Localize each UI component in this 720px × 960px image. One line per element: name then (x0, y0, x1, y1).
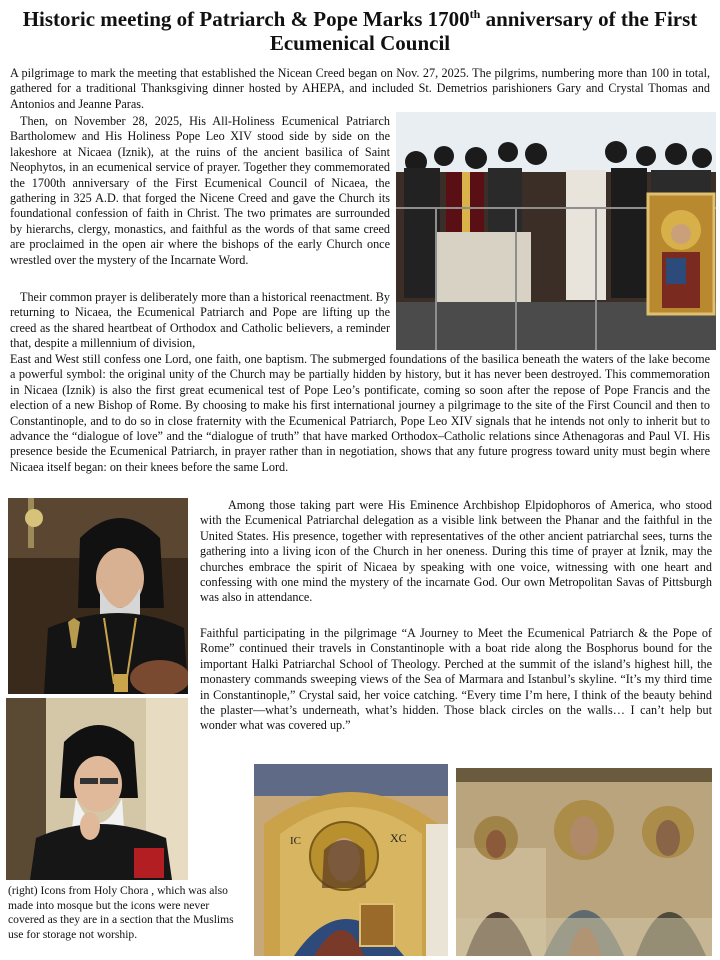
article-title (0, 2, 720, 55)
title-text: Historic meeting of Patriarch & Pope Marks 1700 (22, 7, 470, 31)
deesis-mosaic-photo (456, 768, 712, 956)
title-text-suffix: anniversary of the First (480, 7, 698, 31)
mosaic-letters-left: IC (290, 835, 301, 847)
paragraph-halki-chora: Faithful participating in the pilgrimage “A Journey to Meet the Ecumenical Patriarch & the Pope of Rome” continued their travels in Constantinople with a boat ride along the Bosphorus bound for the important Halki Patriarchal School of Theology. Perched at the summit of the island’s highest hill, the monastery commands sweeping views of the Sea of Marmara and Istanbul’s skyline. “It’s my third time in Constantinople,” Crystal said, her voice catching. “Every time I’m here, I think of the beauty behind the plaster—what’s underneath, what’s hidden. Those black circles on the walls… I can’t help but wonder what was covered up.” (200, 626, 712, 733)
title-line2: Ecumenical Council (269, 31, 451, 55)
deesis-image (456, 768, 712, 956)
paragraph-nicaea-meeting: Then, on November 28, 2025, His All-Holiness Ecumenical Patriarch Bartholomew and His Holiness Pope Leo XIV stood side by side on the lakeshore at Nicaea (Iznik), at the ruins of the ancient basilica of Saint Neophytos, in an ecumenical service of prayer. Together they commemorated the 1700th anniversary of the First Ecumenical Council of Nicaea, the gathering in 325 A.D. that forged the Nicene Creed and gave the Church its foundational confession of faith in Christ. The two primates are surrounded by hierarchs, clergy, monastics, and faithful as the words of that same creed are proclaimed in the open air where the bishops of the early Church once wrestled over the mystery of the Incarnate Word. (10, 114, 390, 267)
christ-pantocrator-mosaic-photo (254, 764, 448, 956)
metropolitan-portrait-image (6, 698, 188, 880)
paragraph-east-west: East and West still confess one Lord, one faith, one baptism. The submerged foundations of the basilica beneath the waters of the lake become a powerful symbol: the original unity of the Church may be partially hidden by history, but it has never been destroyed. This commemoration in Nicaea (Iznik) is also the first great ecumenical test of Pope Leo’s pontificate, coming so soon after the repose of Pope Francis and the election of a new Bishop of Rome. By choosing to make his first international journey a pilgrimage to the site of the First Council and then to Constantinople, and to do so in close fraternity with the Ecumenical Patriarch, Pope Leo XIV signals that he intends not only to inherit but to advance the “dialogue of love” and the “dialogue of truth” that have marked Orthodox–Catholic relations since Athenagoras and Paul VI. His presence beside the Ecumenical Patriarch, in prayer rather than in negotiation, shows that any future progress toward unity must begin where Nicaea itself began: on their knees before the same Lord. (10, 352, 710, 474)
mosaic-image (254, 764, 448, 956)
title-superscript: th (469, 7, 481, 21)
metropolitan-savas-photo (6, 698, 188, 880)
archbishop-portrait-image (8, 498, 188, 694)
paragraph-archbishop: Among those taking part were His Eminence Archbishop Elpidophoros of America, who stood with the Ecumenical Patriarchal delegation as a visible link between the Phanar and the faithful in the United States. His presence, together with representatives of the other ancient patriarchal sees, turns the gathering into a living icon of the Church in her oneness. During this time of prayer at İznik, may the churches embrace the spirit of Nicaea by speaking with one voice, witnessing with one heart and confessing with one mind the mystery of the incarnate God. Our own Metropolitan Savas of Pittsburgh was also in attendance. (200, 498, 712, 605)
photo-caption: (right) Icons from Holy Chora , which was also made into mosque but the icons were never covered as they are in a section that the Muslims use for storage not worship. (8, 884, 234, 941)
mosaic-letters-right: XC (390, 831, 407, 845)
paragraph-common-prayer: Their common prayer is deliberately more than a historical reenactment. By returning to Nicaea, the Ecumenical Patriarch and Pope are lifting up the creed as the shared heartbeat of Orthodox and Catholic believers, a reminder that, despite a millennium of division, (10, 290, 390, 351)
paragraph-pilgrimage: A pilgrimage to mark the meeting that established the Nicean Creed began on Nov. 27, 2025. The pilgrims, numbering more than 100 in total, gathered for a traditional Thanksgiving dinner hosted by AHEPA, and included St. Demetrios parishioners Gary and Crystal Thomas and Antonios and Jeanne Paras. (10, 66, 710, 111)
archbishop-elpidophoros-photo (8, 498, 188, 694)
patriarch-pope-prayer-photo (396, 112, 716, 350)
prayer-service-image (396, 112, 716, 350)
